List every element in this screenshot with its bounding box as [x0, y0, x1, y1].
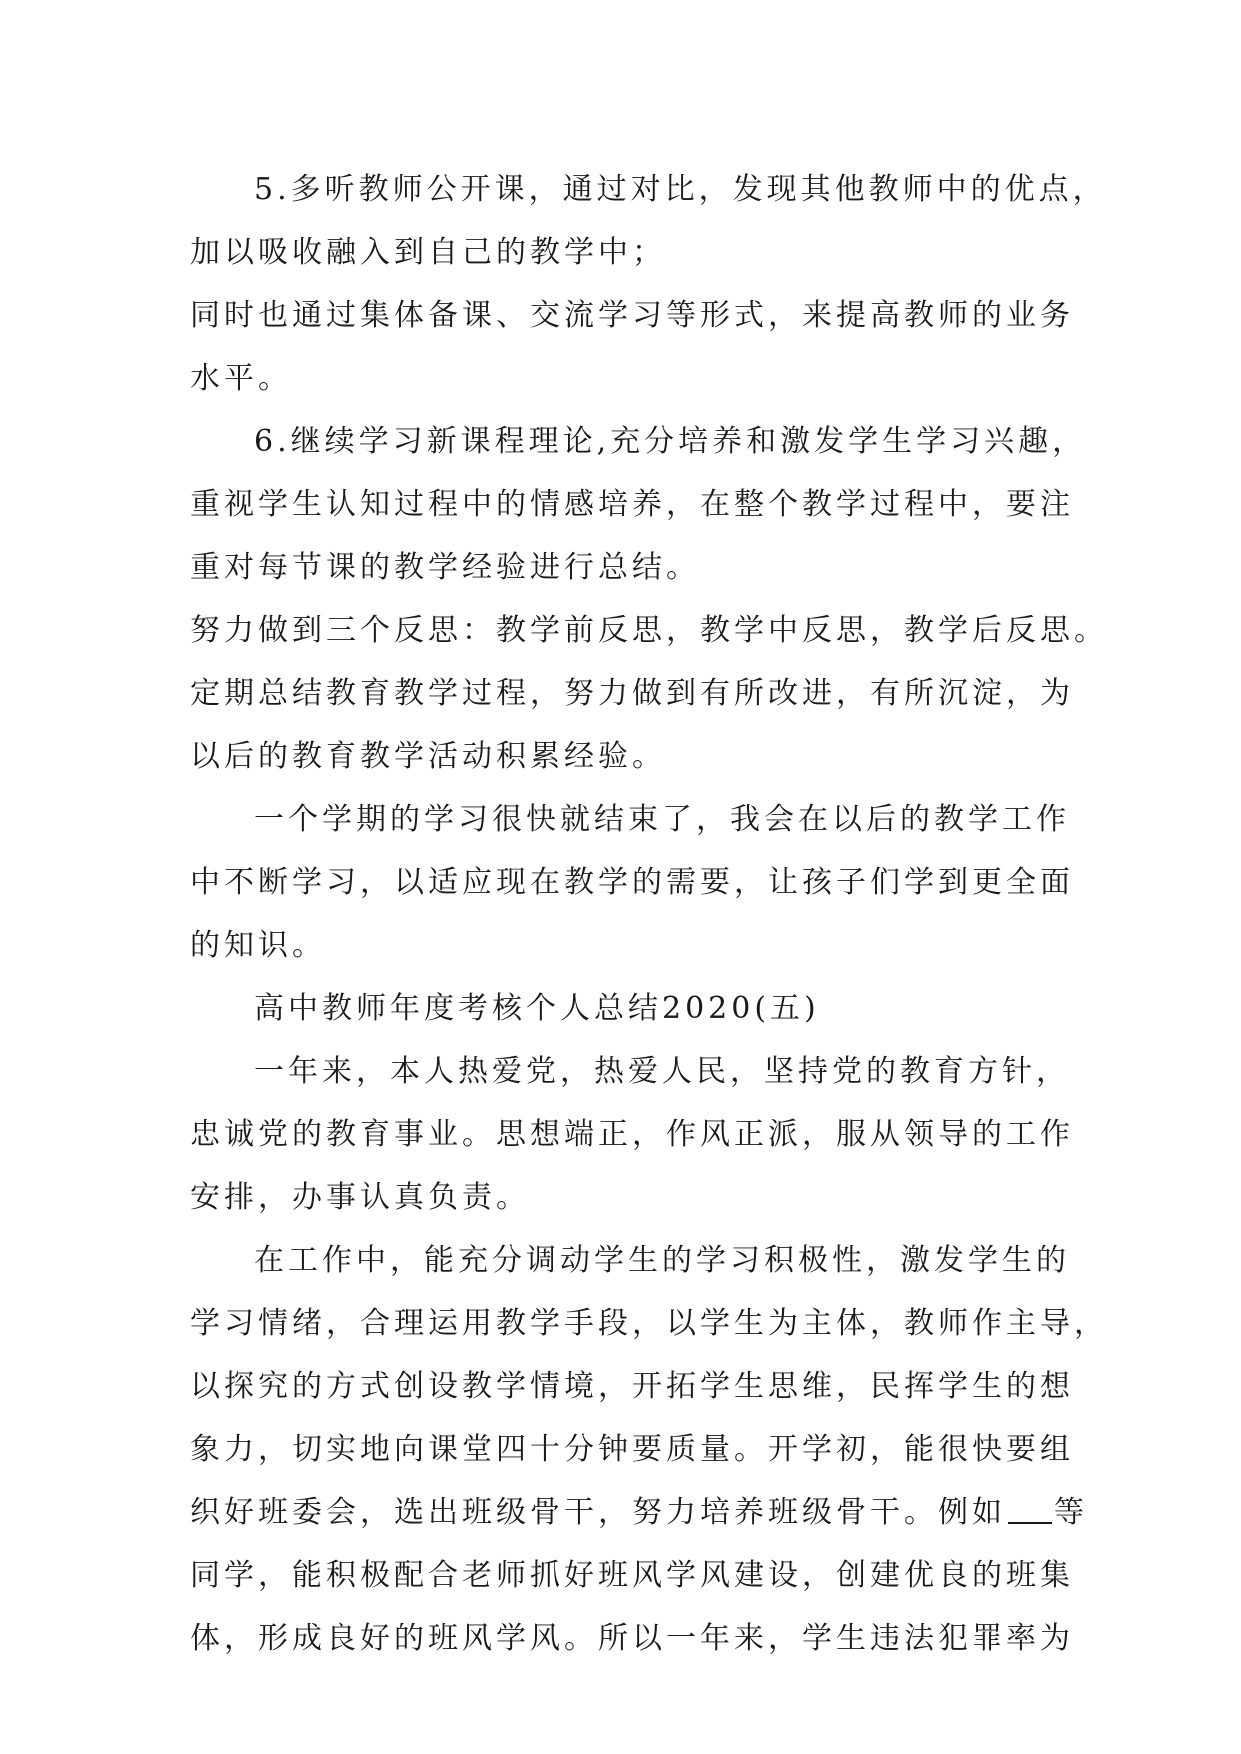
- text-line: 一个学期的学习很快就结束了，我会在以后的教学工作: [254, 802, 1070, 837]
- text-line: 象力，切实地向课堂四十分钟要质量。开学初，能很快要组: [190, 1432, 1074, 1467]
- text-segment: 织好班委会，选出班级骨干，努力培养班级骨干。例如: [190, 1495, 1006, 1530]
- text-line: 水平。: [190, 361, 292, 396]
- text-segment: 等: [1054, 1495, 1088, 1530]
- section-heading: 高中教师年度考核个人总结2020(五): [254, 991, 820, 1026]
- text-line: 重对每节课的教学经验进行总结。: [190, 550, 700, 585]
- fill-in-blank: [1008, 1492, 1052, 1524]
- text-line: 一年来，本人热爱党，热爱人民，坚持党的教育方针，: [254, 1054, 1070, 1089]
- text-line: 以探究的方式创设教学情境，开拓学生思维，民挥学生的想: [190, 1369, 1074, 1404]
- text-line: 学习情绪，合理运用教学手段，以学生为主体，教师作主导，: [190, 1306, 1108, 1341]
- text-line: 加以吸收融入到自己的教学中；: [190, 235, 666, 270]
- text-line: 安排，办事认真负责。: [190, 1180, 530, 1215]
- text-line: 5.多听教师公开课，通过对比，发现其他教师中的优点，: [254, 172, 1107, 207]
- text-line: 体，形成良好的班风学风。所以一年来，学生违法犯罪率为: [190, 1621, 1074, 1656]
- text-line: 同时也通过集体备课、交流学习等形式，来提高教师的业务: [190, 298, 1074, 333]
- text-line: 在工作中，能充分调动学生的学习积极性，激发学生的: [254, 1243, 1070, 1278]
- document-body: [190, 158, 1108, 1670]
- text-line: 定期总结教育教学过程，努力做到有所改进，有所沉淀，为: [190, 676, 1074, 711]
- text-line: 的知识。: [190, 928, 326, 963]
- text-line: 忠诚党的教育事业。思想端正，作风正派，服从领导的工作: [190, 1117, 1074, 1152]
- text-line: 6.继续学习新课程理论,充分培养和激发学生学习兴趣，: [254, 424, 1087, 459]
- text-line: 努力做到三个反思：教学前反思，教学中反思，教学后反思。: [190, 613, 1108, 648]
- text-line: 以后的教育教学活动积累经验。: [190, 739, 666, 774]
- text-line: 同学，能积极配合老师抓好班风学风建设，创建优良的班集: [190, 1558, 1074, 1593]
- text-line-with-blank: [190, 1481, 1088, 1544]
- text-line: 重视学生认知过程中的情感培养，在整个教学过程中，要注: [190, 487, 1074, 522]
- text-line: 中不断学习，以适应现在教学的需要，让孩子们学到更全面: [190, 865, 1074, 900]
